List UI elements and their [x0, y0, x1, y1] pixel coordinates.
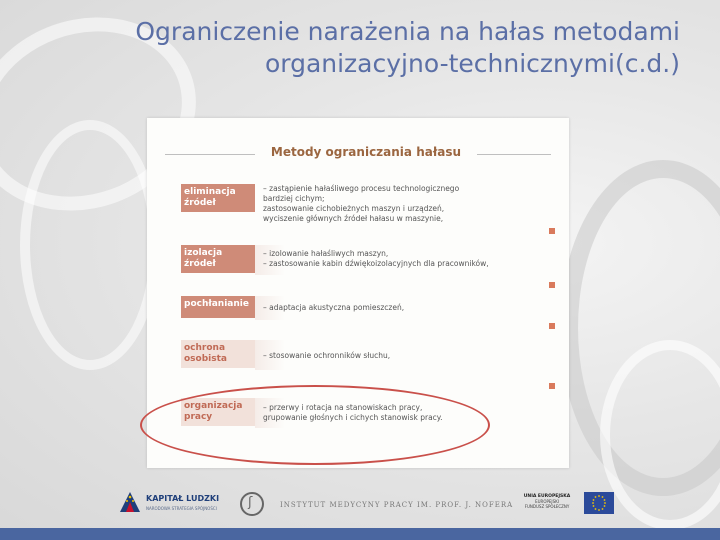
method-label: izolacja źródeł — [181, 245, 255, 273]
slide-title — [135, 16, 680, 80]
kapital-ludzki-logo: KAPITAŁ LUDZKI NARODOWA STRATEGIA SPÓJNOŚCI — [118, 488, 228, 520]
method-description: – stosowanie ochronników słuchu, — [263, 351, 391, 360]
figure-heading — [147, 146, 569, 162]
method-description: – izolowanie hałaśliwych maszyn, – zastosowanie kabin dźwiękoizolacyjnych dla pracowników, — [263, 249, 489, 268]
method-row-pochlanianie — [181, 296, 555, 330]
method-row-izolacja — [181, 245, 555, 285]
method-label: eliminacja źródeł — [181, 184, 255, 212]
row-marker — [549, 383, 555, 389]
bottom-bar — [0, 528, 720, 540]
method-description: – zastąpienie hałaśliwego procesu technologicznego bardziej cichym; zastosowanie cichobieżnych maszyn i urządzeń, wyciszenie głównych źródeł hałasu w maszynie, — [263, 184, 460, 223]
method-description: – adaptacja akustyczna pomieszczeń, — [263, 303, 405, 312]
eu-label: UNIA EUROPEJSKA EUROPEJSKI FUNDUSZ SPOŁECZNY — [523, 494, 571, 509]
row-marker — [549, 228, 555, 234]
highlight-ellipse — [140, 385, 490, 465]
method-row-eliminacja — [181, 184, 555, 234]
eu-flag-icon — [584, 492, 614, 514]
background-swirl — [20, 120, 160, 370]
slide-title-line2: organizacyjno-technicznymi(c.d.) — [264, 49, 680, 78]
method-label: organizacja pracy — [181, 398, 255, 426]
row-marker — [549, 282, 555, 288]
method-row-ochrona-osobista — [181, 340, 555, 386]
slide-title-line1: Ograniczenie narażenia na hałas metodami — [135, 17, 680, 46]
figure-heading-text: Metody ograniczania hałasu — [270, 145, 462, 159]
kapital-ludzki-flag-icon — [118, 490, 142, 514]
method-label: ochrona osobista — [181, 340, 255, 368]
institute-name: INSTYTUT MEDYCYNY PRACY IM. PROF. J. NOFERA — [280, 501, 514, 509]
footer-logos — [0, 488, 720, 524]
row-marker — [549, 323, 555, 329]
institute-emblem-icon: ʃ — [240, 492, 264, 516]
method-label: pochłanianie — [181, 296, 255, 318]
method-description: – przerwy i rotacja na stanowiskach pracy, grupowanie głośnych i cichych stanowisk pracy. — [263, 403, 443, 422]
